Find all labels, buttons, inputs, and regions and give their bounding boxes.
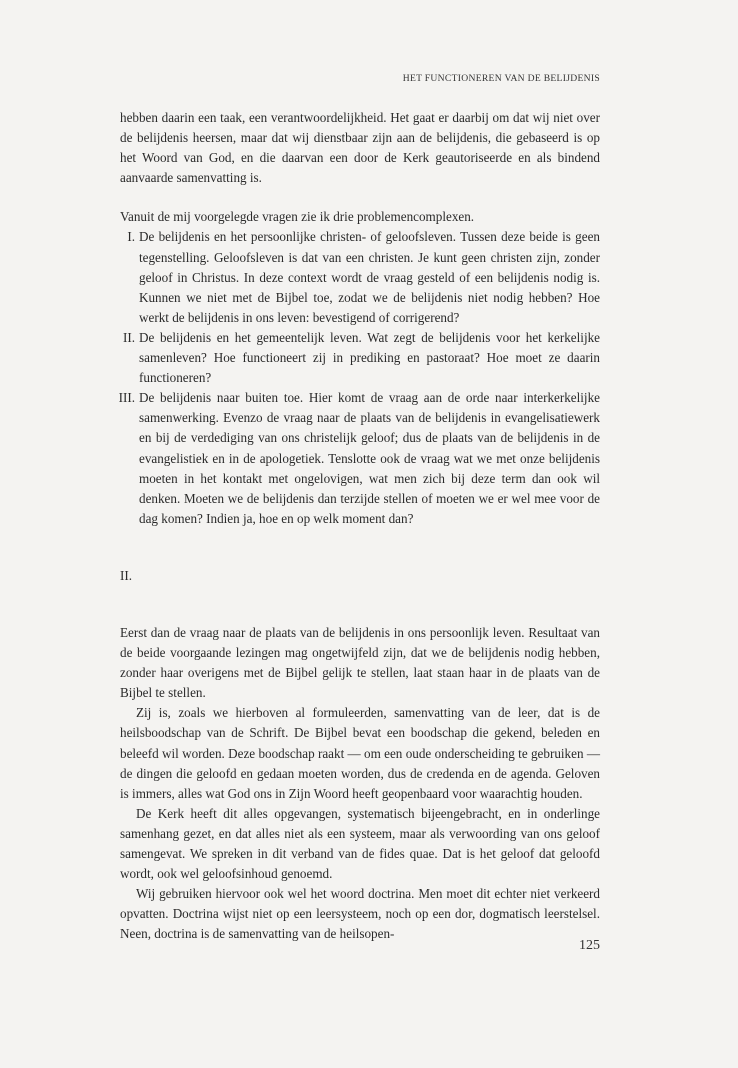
- paragraph-3: Eerst dan de vraag naar de plaats van de belijdenis in ons persoonlijk leven. Resultaat van de beide voorgaande lezingen mag ongetwijfeld zijn, dat we de belijdenis nodig hebben, zonder haar overigens met de Bijbel gelijk te stellen, laat staan haar in de plaats van de Bijbel te stellen.: [120, 624, 600, 701]
- paragraph-2: Vanuit de mij voorgelegde vragen zie ik drie problemencomplexen.: [120, 209, 475, 225]
- list-text: De belijdenis en het persoonlijke christen- of geloofsleven. Tussen deze beide is geen tegenstelling. Geloofsleven is dat van een christen. Je kunt geen christen zijn, zonder geloof in Christus. In deze context wordt de vraag gesteld of een belijdenis nodig is. Kunnen we niet met de Bijbel toe, zodat we de belijdenis niet nodig hebben? Hoe werkt de belijdenis in ons leven: bevestigend of corrigerend?: [139, 229, 600, 325]
- list-number: III.: [118, 390, 135, 406]
- list-text: De belijdenis naar buiten toe. Hier komt de vraag aan de orde naar interkerkelijke samenwerking. Evenzo de vraag naar de plaats van de belijdenis in evangelisatiewerk en bij de verdediging van ons christelijk geloof; dus de plaats van de belijdenis in de evangelistiek en in de apologetiek. Tenslotte ook de vraag wat we met onze belijdenis moeten in het kontakt met ongelovigen, wat men zich bij deze term dan ook wil denken. Moeten we de belijdenis dan terzijde stellen of moeten we er wel mee voor de dag komen? Indien ja, hoe en op welk moment dan?: [139, 390, 600, 526]
- list-item: [120, 227, 600, 327]
- text-block: [120, 108, 600, 944]
- problem-list: [120, 227, 600, 528]
- page-number: 125: [579, 938, 600, 953]
- paragraph-5: De Kerk heeft dit alles opgevangen, systematisch bijeengebracht, en in onderlinge samenhang gezet, en dat alles niet als een systeem, maar als verwoording van ons geloof samengevat. We spreken in dit verband van de fides quae. Dat is het geloof dat geloofd wordt, ook wel geloofsinhoud genoemd.: [120, 805, 600, 882]
- list-text: De belijdenis en het gemeentelijk leven. Wat zegt de belijdenis voor het kerkelijke samenleven? Hoe functioneert zij in prediking en pastoraat? Hoe moet ze daarin functioneren?: [139, 329, 600, 386]
- list-number: I.: [127, 229, 135, 245]
- paragraph-1: hebben daarin een taak, een verantwoordelijkheid. Het gaat er daarbij om dat wij niet over de belijdenis heersen, maar dat wij dienstbaar zijn aan de belijdenis, die gebaseerd is op het Woord van God, en die daarvan een door de Kerk geautoriseerde en als bindend aanvaarde samenvatting is.: [120, 110, 600, 186]
- paragraph-6: Wij gebruiken hiervoor ook wel het woord doctrina. Men moet dit echter niet verkeerd opvatten. Doctrina wijst niet op een leersysteem, noch op een dor, dogmatisch leerstelsel. Neen, doctrina is de samenvatting van de heilsopen-: [120, 886, 600, 942]
- section-heading: II.: [120, 567, 133, 583]
- running-head: HET FUNCTIONEREN VAN DE BELIJDENIS: [402, 73, 600, 84]
- list-item: [120, 388, 600, 529]
- list-item: [120, 328, 600, 388]
- list-number: II.: [122, 329, 135, 345]
- paragraph-4: Zij is, zoals we hierboven al formuleerden, samenvatting van de leer, dat is de heilsboodschap van de Schrift. De Bijbel bevat een boodschap die gekend, beleden en beleefd wil worden. Deze boodschap raakt — om een oude onderscheiding te gebruiken — de dingen die geloofd en gedaan moeten worden, dus de credenda en de agenda. Geloven is immers, alles wat God ons in Zijn Woord heeft geopenbaard voor waarachtig houden.: [120, 705, 600, 801]
